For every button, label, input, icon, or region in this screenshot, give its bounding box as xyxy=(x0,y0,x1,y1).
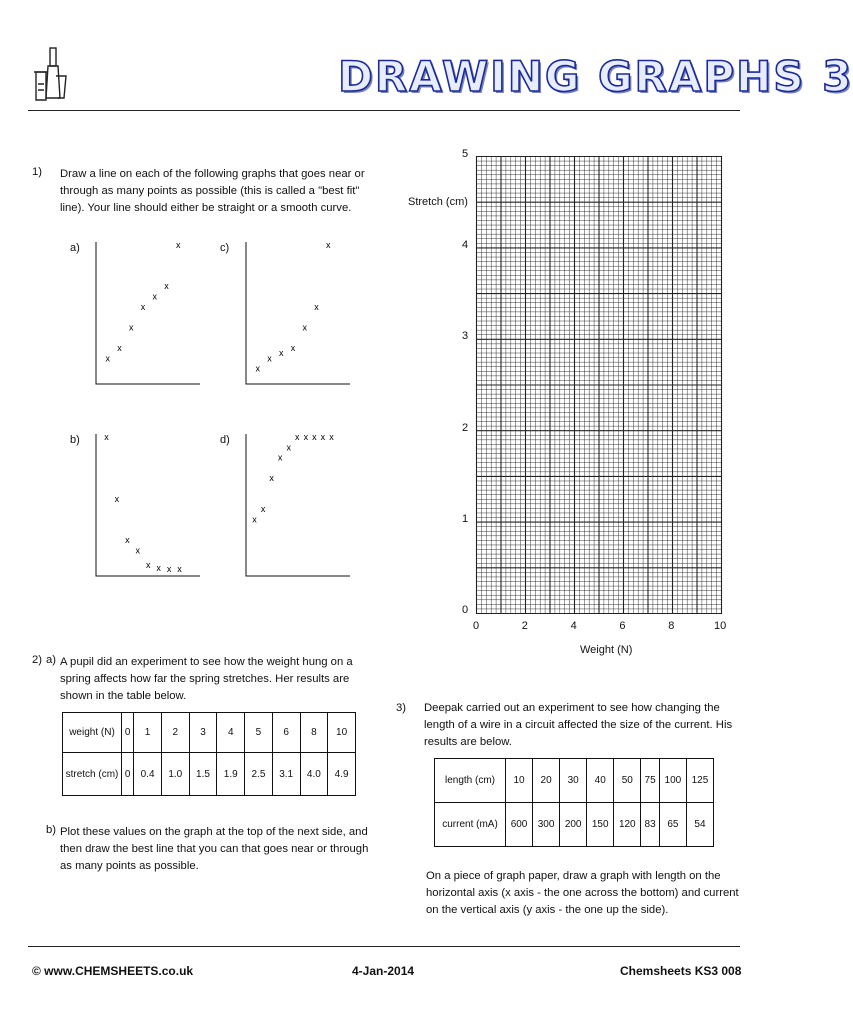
q2-cell: 0 xyxy=(122,713,134,753)
graph-c-label: c) xyxy=(220,242,230,254)
q3-cell: 40 xyxy=(587,759,614,803)
q2-cell: 1.9 xyxy=(217,753,245,796)
q3-row-header-length: length (cm) xyxy=(435,759,506,803)
q3-cell: 20 xyxy=(533,759,560,803)
q2-number: 2) xyxy=(32,654,43,666)
q2b-text: Plot these values on the graph at the top of the next side, and then draw the best line that you can that goes near or through as many points as possible. xyxy=(60,826,369,872)
scatter-point: x xyxy=(177,563,182,574)
q3-text: Deepak carried out an experiment to see how changing the length of a wire in a circuit affected the size of the current. His results are below. xyxy=(424,702,733,748)
q3-instructions: On a piece of graph paper, draw a graph with length on the horizontal axis (x axis - the one across the bottom) and current on the vertical axis (y axis - the one up the side). xyxy=(426,870,739,916)
q3-cell: 125 xyxy=(686,759,713,803)
q2-cell: 5 xyxy=(245,713,273,753)
q3-cell: 10 xyxy=(506,759,533,803)
graph-axes xyxy=(96,242,200,384)
y-tick-label: 0 xyxy=(462,604,469,616)
scatter-point: x xyxy=(252,514,257,525)
scatter-point: x xyxy=(125,535,130,546)
scatter-point: x xyxy=(290,343,296,354)
q3-cell: 50 xyxy=(614,759,641,803)
scatter-point: x xyxy=(129,322,134,333)
y-tick-label: 1 xyxy=(462,512,469,525)
scatter-point: x xyxy=(135,545,141,556)
q3-cell: 83 xyxy=(641,803,660,847)
q3-cell: 600 xyxy=(506,803,533,847)
q2-cell: 3.1 xyxy=(272,753,300,796)
scatter-point: x xyxy=(314,301,319,312)
scatter-point: x xyxy=(295,432,300,442)
graph-paper-grid xyxy=(476,156,722,614)
scatter-point: x xyxy=(114,493,120,504)
q3-cell: 120 xyxy=(614,803,641,847)
header-rule xyxy=(28,110,740,111)
q3-cell: 100 xyxy=(659,759,686,803)
footer-rule xyxy=(28,946,740,947)
x-tick-label: 2 xyxy=(521,620,528,632)
q2b-label: b) xyxy=(46,824,57,836)
footer-copyright: © www.CHEMSHEETS.co.uk xyxy=(32,964,194,978)
q1-text: Draw a line on each of the following graphs that goes near or through as many points as possible (this is called a "best fit" line). Your line should either be straight or a smooth curve. xyxy=(60,168,365,214)
q2-cell: 4 xyxy=(217,713,245,753)
q2-cell: 3 xyxy=(189,713,217,753)
q2-cell: 4.9 xyxy=(328,753,356,796)
q2-cell: 4.0 xyxy=(300,753,328,796)
q2-row-header-stretch: stretch (cm) xyxy=(63,753,122,796)
scatter-point: x xyxy=(326,240,331,250)
scatter-point: x xyxy=(152,291,157,302)
q3-row-header-current: current (mA) xyxy=(435,803,506,847)
scatter-point: x xyxy=(277,452,283,463)
scatter-point: x xyxy=(104,432,109,442)
q3-cell: 54 xyxy=(686,803,713,847)
scatter-point: x xyxy=(176,240,181,250)
lab-glassware-icon xyxy=(32,42,68,104)
scatter-point: x xyxy=(303,432,309,442)
grid-x-label: Weight (N) xyxy=(580,644,633,656)
scatter-point: x xyxy=(267,353,272,364)
scatter-point: x xyxy=(302,322,307,333)
x-tick-label: 4 xyxy=(570,620,577,632)
graph-b-label: b) xyxy=(70,434,80,446)
q2-cell: 1 xyxy=(134,713,162,753)
q1-number: 1) xyxy=(32,166,43,178)
scatter-graph-d xyxy=(238,430,350,580)
footer-date: 4-Jan-2014 xyxy=(352,964,415,978)
scatter-point: x xyxy=(320,432,326,442)
q2-cell: 2 xyxy=(161,713,189,753)
scatter-point: x xyxy=(329,432,334,442)
y-tick-label: 5 xyxy=(462,148,469,160)
q3-cell: 75 xyxy=(641,759,660,803)
q2-cell: 10 xyxy=(328,713,356,753)
x-tick-label: 6 xyxy=(619,620,626,632)
scatter-graph-a xyxy=(88,238,200,388)
scatter-point: x xyxy=(156,562,161,573)
q2-cell: 0.4 xyxy=(134,753,162,796)
scatter-point: x xyxy=(164,281,169,292)
y-tick-label: 2 xyxy=(462,421,469,434)
q2-cell: 0 xyxy=(122,753,134,796)
q2a-label: a) xyxy=(46,654,57,666)
q2-cell: 8 xyxy=(300,713,328,753)
q3-data-table xyxy=(434,758,714,847)
q2-cell: 6 xyxy=(272,713,300,753)
q2a-text: A pupil did an experiment to see how the weight hung on a spring affects how far the spring stretches. Her results are shown in the table below. xyxy=(60,656,353,702)
graph-axes xyxy=(96,434,200,576)
y-tick-label: 3 xyxy=(462,330,469,343)
scatter-graph-b xyxy=(88,430,200,580)
q2-cell: 2.5 xyxy=(245,753,273,796)
scatter-point: x xyxy=(269,473,274,484)
q3-cell: 30 xyxy=(560,759,587,803)
q2-cell: 1.5 xyxy=(189,753,217,796)
footer-code: Chemsheets KS3 008 xyxy=(620,964,742,978)
scatter-graph-c xyxy=(238,238,350,388)
x-tick-label: 8 xyxy=(668,620,675,632)
q3-cell: 200 xyxy=(560,803,587,847)
scatter-point: x xyxy=(145,559,151,570)
scatter-point: x xyxy=(255,363,260,374)
grid-y-label: Stretch (cm) xyxy=(408,196,468,208)
graph-d-label: d) xyxy=(220,434,230,446)
scatter-point: x xyxy=(117,343,122,354)
scatter-point: x xyxy=(260,504,266,515)
q2-row-header-weight: weight (N) xyxy=(63,713,122,753)
scatter-point: x xyxy=(286,442,291,453)
q2-cell: 1.0 xyxy=(161,753,189,796)
y-tick-label: 4 xyxy=(462,239,469,252)
q2-data-table xyxy=(62,712,356,796)
graph-a-label: a) xyxy=(70,242,80,254)
x-tick-label: 0 xyxy=(473,620,480,632)
q3-cell: 65 xyxy=(659,803,686,847)
scatter-point: x xyxy=(166,563,172,574)
scatter-point: x xyxy=(312,432,317,442)
scatter-point: x xyxy=(140,301,146,312)
q3-cell: 150 xyxy=(587,803,614,847)
q3-cell: 300 xyxy=(533,803,560,847)
scatter-point: x xyxy=(279,348,284,359)
page-title: DRAWING GRAPHS 3 xyxy=(338,52,853,101)
graph-axes xyxy=(246,242,350,384)
q3-number: 3) xyxy=(396,702,407,714)
x-tick-label: 10 xyxy=(714,620,727,632)
scatter-point: x xyxy=(105,353,110,364)
